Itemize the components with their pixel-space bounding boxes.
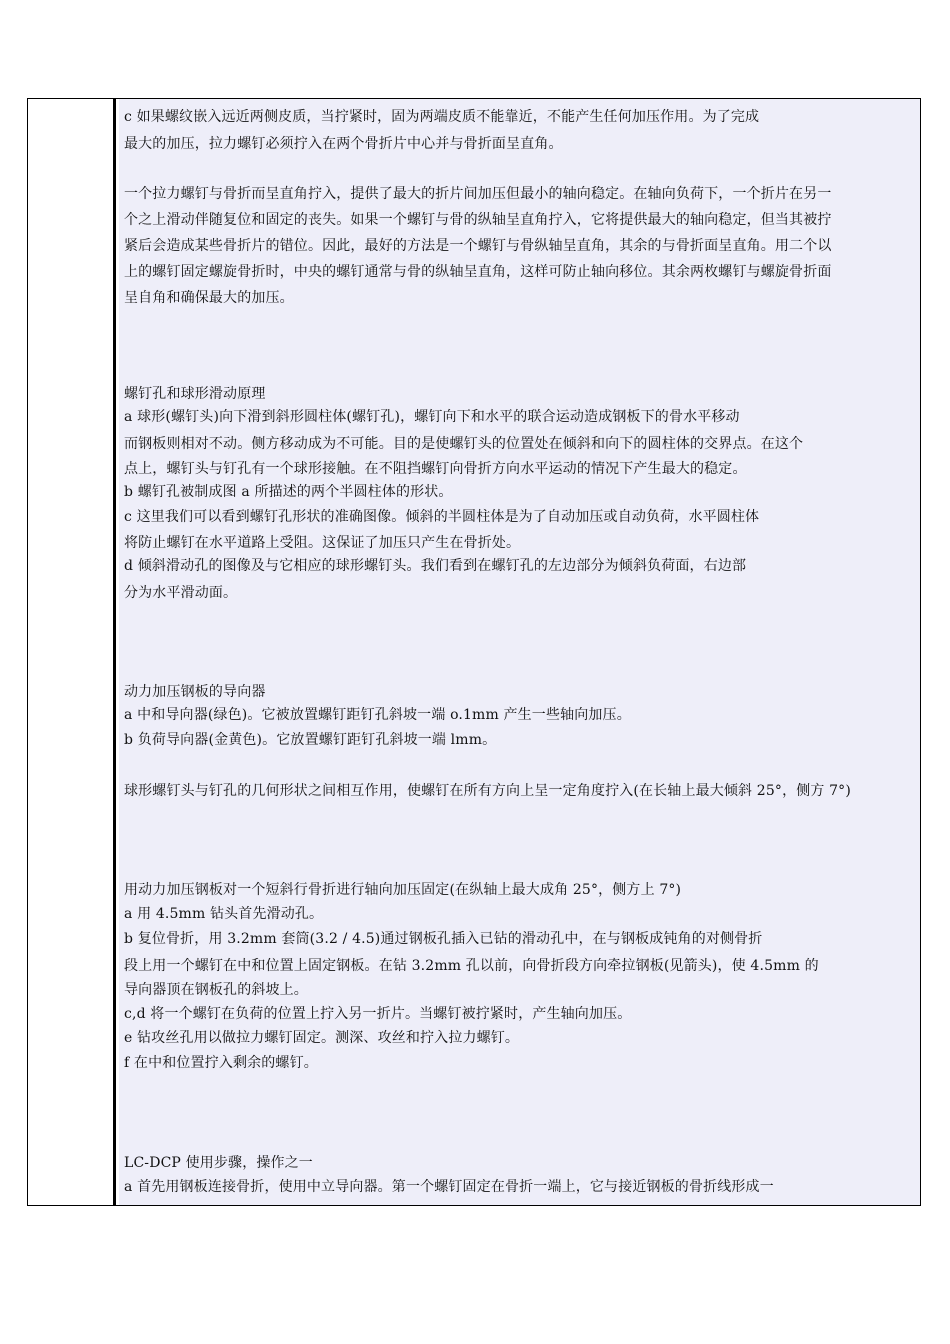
text-line: c,d 将一个螺钉在负荷的位置上拧入另一折片。当螺钉被拧紧时，产生轴向加压。	[124, 1006, 632, 1022]
text-line: 导向器顶在钢板孔的斜坡上。	[124, 982, 308, 998]
text-line: 紧后会造成某些骨折片的错位。因此，最好的方法是一个螺钉与骨纵轴呈直角，其余的与骨折面呈直角。用二个以	[124, 238, 832, 254]
text-line: 个之上滑动伴随复位和固定的丧失。如果一个螺钉与骨的纵轴呈直角拧入，它将提供最大的轴向稳定，但当其被拧	[124, 212, 832, 228]
text-line: LC-DCP 使用步骤，操作之一	[124, 1155, 313, 1171]
right-column-cell	[119, 99, 920, 1205]
text-line: 一个拉力螺钉与骨折而呈直角拧入，提供了最大的折片间加压但最小的轴向稳定。在轴向负荷下，一个折片在另一	[124, 186, 832, 202]
text-line: 用动力加压钢板对一个短斜行骨折进行轴向加压固定(在纵轴上最大成角 25°，侧方上 7°)	[124, 882, 682, 898]
text-line: 上的螺钉固定螺旋骨折时，中央的螺钉通常与骨的纵轴呈直角，这样可防止轴向移位。其余两枚螺钉与螺旋骨折面	[124, 264, 832, 280]
text-line: a 首先用钢板连接骨折，使用中立导向器。第一个螺钉固定在骨折一端上，它与接近钢板的骨折线形成一	[124, 1179, 774, 1195]
text-line: 呈自角和确保最大的加压。	[124, 290, 294, 306]
text-line: 动力加压钢板的导向器	[124, 684, 266, 700]
text-line: f 在中和位置拧入剩余的螺钉。	[124, 1055, 318, 1071]
content-table	[27, 98, 921, 1206]
text-line: 点上，螺钉头与钉孔有一个球形接触。在不阻挡螺钉向骨折方向水平运动的情况下产生最大的稳定。	[124, 461, 747, 477]
text-line: c 这里我们可以看到螺钉孔形状的准确图像。倾斜的半圆柱体是为了自动加压或自动负荷，水平圆柱体	[124, 509, 760, 525]
text-line: e 钻攻丝孔用以做拉力螺钉固定。测深、攻丝和拧入拉力螺钉。	[124, 1030, 520, 1046]
text-line: 分为水平滑动面。	[124, 585, 238, 601]
text-line: 将防止螺钉在水平道路上受阻。这保证了加压只产生在骨折处。	[124, 535, 521, 551]
left-column-cell	[28, 99, 116, 1205]
text-line: 最大的加压，拉力螺钉必须拧入在两个骨折片中心并与骨折面呈直角。	[124, 136, 563, 152]
text-line: b 螺钉孔被制成图 a 所描述的两个半圆柱体的形状。	[124, 484, 453, 500]
text-line: 螺钉孔和球形滑动原理	[124, 386, 266, 402]
text-line: 段上用一个螺钉在中和位置上固定钢板。在钻 3.2mm 孔以前，向骨折段方向牵拉钢板(见箭头)，使 4.5mm 的	[124, 958, 819, 974]
text-line: c 如果螺纹嵌入远近两侧皮质，当拧紧时，固为两端皮质不能靠近，不能产生任何加压作用。为了完成	[124, 109, 760, 125]
text-line: 球形螺钉头与钉孔的几何形状之间相互作用，使螺钉在所有方向上呈一定角度拧入(在长轴上最大倾斜 25°，侧方 7°)	[124, 783, 851, 799]
text-line: d 倾斜滑动孔的图像及与它相应的球形螺钉头。我们看到在螺钉孔的左边部分为倾斜负荷面，右边部	[124, 558, 747, 574]
text-line: 而钢板则相对不动。侧方移动成为不可能。目的是使螺钉头的位置处在倾斜和向下的圆柱体的交界点。在这个	[124, 436, 804, 452]
text-line: b 复位骨折，用 3.2mm 套筒(3.2 / 4.5)通过钢板孔插入已钻的滑动孔中，在与钢板成钝角的对侧骨折	[124, 931, 763, 947]
text-line: a 球形(螺钉头)向下滑到斜形圆柱体(螺钉孔)，螺钉向下和水平的联合运动造成钢板下的骨水平移动	[124, 409, 740, 425]
text-line: a 中和导向器(绿色)。它被放置螺钉距钉孔斜坡一端 o.1mm 产生一些轴向加压。	[124, 707, 631, 723]
text-line: b 负荷导向器(金黄色)。它放置螺钉距钉孔斜坡一端 lmm。	[124, 732, 497, 748]
text-line: a 用 4.5mm 钻头首先滑动孔。	[124, 906, 324, 922]
